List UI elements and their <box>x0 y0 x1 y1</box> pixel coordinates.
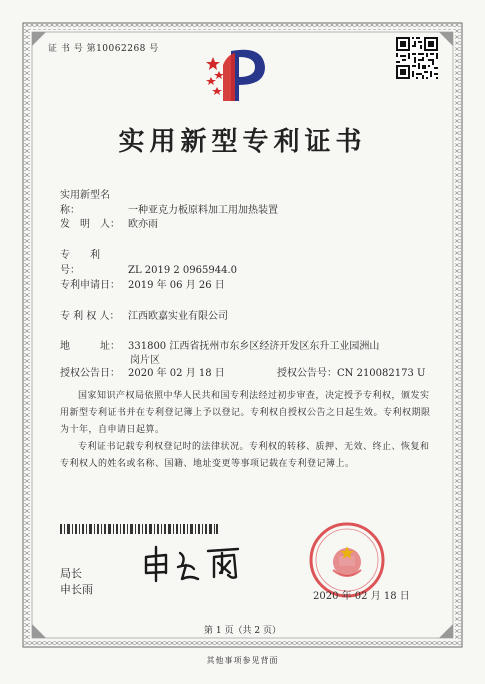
barcode-icon <box>60 519 218 529</box>
field-label: 发 明 人： <box>60 219 120 230</box>
field-value: 2019 年 06 月 26 日 <box>128 280 225 291</box>
address <box>60 337 379 352</box>
patentee <box>60 307 228 322</box>
director-block <box>60 566 93 598</box>
patent-number <box>60 246 237 276</box>
paragraph-notice: 专利证书记载专利权登记时的法律状况。专利权的转移、质押、无效、终止、恢复和专利权人的姓名或名称、国籍、地址变更等事项记载在专利登记簿上。 <box>60 442 430 469</box>
field-value: 欧亦雨 <box>128 219 158 230</box>
director-name: 申长雨 <box>60 583 93 596</box>
field-value: 江西欧嘉实业有限公司 <box>128 311 228 322</box>
handwritten-signature <box>138 543 248 587</box>
field-value: CN 210082173 U <box>337 368 426 379</box>
grant-number <box>277 364 425 379</box>
filing-date <box>60 276 225 291</box>
qr-code-icon <box>396 37 438 79</box>
certificate-number: 证 书 号 第10062268 号 <box>48 44 159 54</box>
address-line-2: 岗片区 <box>130 355 160 366</box>
inventor <box>60 215 158 230</box>
patent-logo-icon <box>205 43 275 109</box>
page-number: 第 1 页（共 2 页） <box>204 626 281 636</box>
field-label: 专 利 权 人： <box>60 311 120 322</box>
field-value: ZL 2019 2 0965944.0 <box>128 265 238 276</box>
seal-date: 2020 年 02 月 18 日 <box>313 591 410 602</box>
field-label: 授权公告日： <box>60 368 120 379</box>
field-value: 331800 江西省抚州市东乡区经济开发区东升工业园洲山 <box>128 341 380 352</box>
field-value: 一种亚克力板原料加工用加热装置 <box>128 205 278 216</box>
paragraph-grant: 国家知识产权局依照中华人民共和国专利法经过初步审查，决定授予专利权，颁发实用新型专利证书并在专利登记簿上予以登记。专利权自授权公告之日起生效。专利权期限为十年，自申请日起算。 <box>60 391 431 435</box>
field-label: 专利申请日： <box>60 280 120 291</box>
director-title: 局长 <box>60 567 82 580</box>
field-label: 地 址： <box>60 341 120 352</box>
grant-date <box>60 364 225 379</box>
field-label: 授权公告号： <box>277 368 337 379</box>
utility-model-name <box>60 186 278 216</box>
field-label: 实用新型名称： <box>60 190 110 216</box>
field-value: 2020 年 02 月 18 日 <box>128 368 225 379</box>
footer-note: 其他事项参见背面 <box>206 656 279 665</box>
page-title: 实用新型专利证书 <box>118 127 367 157</box>
field-label: 专 利 号： <box>60 250 110 276</box>
